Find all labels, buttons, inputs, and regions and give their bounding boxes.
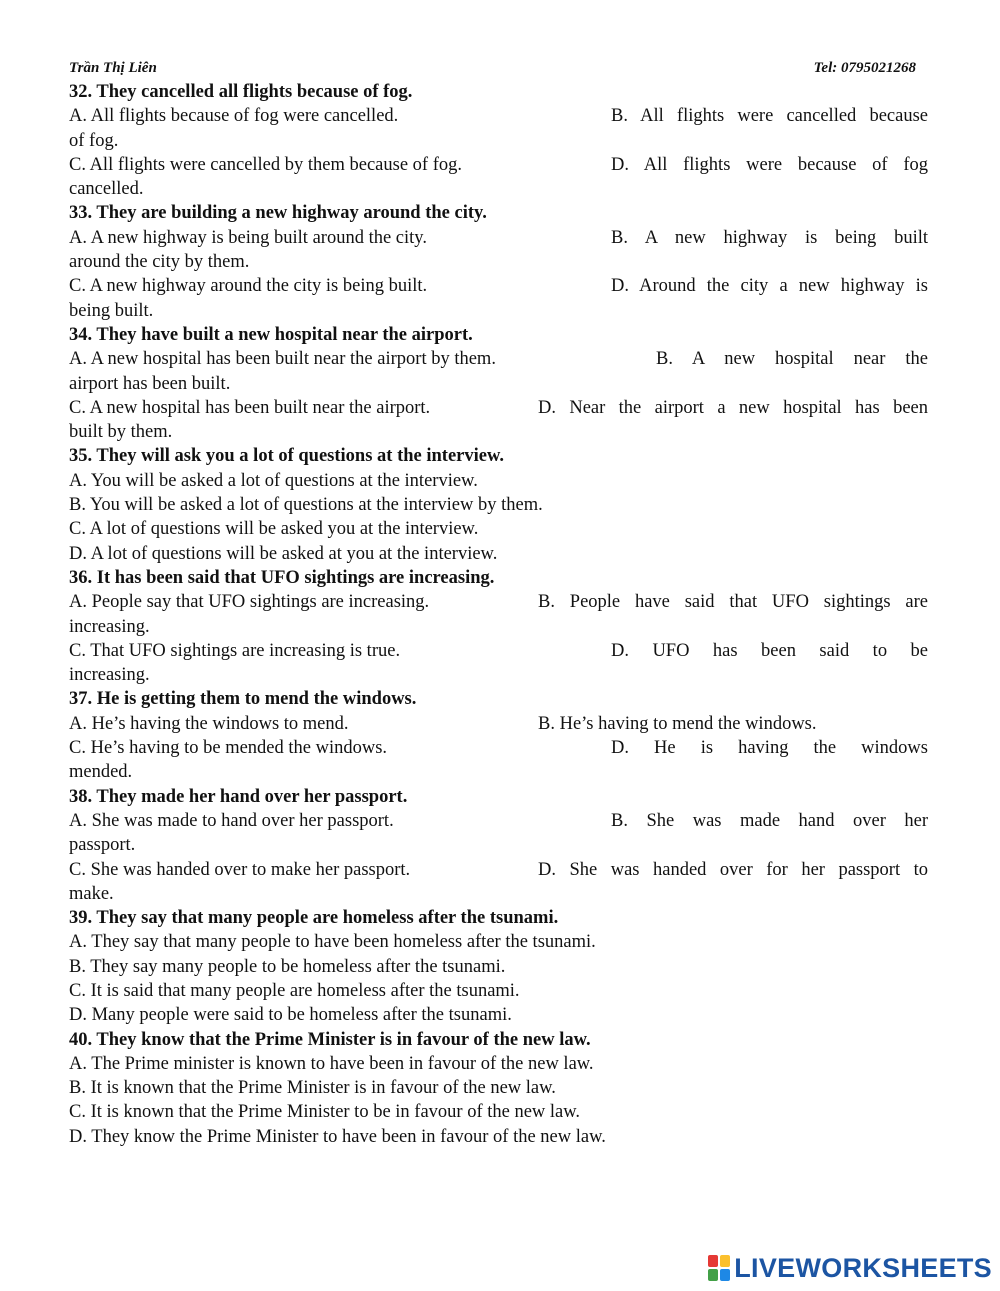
phone-number: Tel: 0795021268 [813, 60, 916, 76]
option-c[interactable]: C. A new hospital has been built near the airport. [69, 397, 431, 418]
question-stem: 38. They made her hand over her passport. [69, 786, 408, 807]
option-d-continued: being built. [69, 300, 154, 321]
option-c[interactable]: C. It is said that many people are homeless after the tsunami. [69, 980, 520, 1001]
question-stem: 39. They say that many people are homeless after the tsunami. [69, 908, 559, 929]
option-d[interactable]: D. They know the Prime Minister to have been in favour of the new law. [69, 1126, 606, 1147]
option-b-continued: around the city by them. [69, 252, 250, 273]
option-c[interactable]: C. A lot of questions will be asked you at the interview. [69, 519, 479, 540]
option-d-continued: cancelled. [69, 179, 144, 200]
option-d[interactable]: D. He is having the windows [611, 738, 928, 759]
question-stem: 33. They are building a new highway around the city. [69, 203, 487, 224]
option-b[interactable]: B. He’s having to mend the windows. [538, 713, 817, 734]
question-40 [69, 1028, 928, 1149]
option-c[interactable]: C. It is known that the Prime Minister to be in favour of the new law. [69, 1102, 581, 1123]
option-b[interactable]: B. You will be asked a lot of questions at the interview by them. [69, 495, 543, 516]
liveworksheets-logo [708, 1253, 992, 1283]
option-d[interactable]: D. Near the airport a new hospital has been [538, 397, 928, 418]
option-d-continued: increasing. [69, 665, 150, 686]
option-b[interactable]: B. People have said that UFO sightings are [538, 592, 928, 613]
option-b[interactable]: B. They say many people to be homeless after the tsunami. [69, 956, 506, 977]
question-38 [69, 785, 928, 906]
question-stem: 32. They cancelled all flights because of fog. [69, 82, 413, 102]
question-stem: 40. They know that the Prime Minister is in favour of the new law. [69, 1029, 591, 1050]
option-a[interactable]: A. The Prime minister is known to have been in favour of the new law. [69, 1053, 594, 1074]
option-a[interactable]: A. He’s having the windows to mend. [69, 713, 349, 734]
question-stem: 36. It has been said that UFO sightings are increasing. [69, 567, 495, 588]
option-b[interactable]: B. It is known that the Prime Minister is in favour of the new law. [69, 1078, 556, 1099]
option-c[interactable]: C. A new highway around the city is being built. [69, 276, 428, 297]
question-33 [69, 201, 928, 322]
question-39 [69, 906, 928, 1027]
option-b[interactable]: B. A new highway is being built [611, 227, 928, 248]
question-list [69, 80, 928, 1149]
question-34 [69, 323, 928, 444]
option-d[interactable]: D. UFO has been said to be [611, 640, 928, 661]
option-c[interactable]: C. All flights were cancelled by them because of fog. [69, 154, 462, 175]
option-d[interactable]: D. Many people were said to be homeless after the tsunami. [69, 1005, 512, 1026]
option-b[interactable]: B. She was made hand over her [611, 810, 928, 831]
option-a[interactable]: A. All flights because of fog were cancelled. [69, 106, 399, 127]
question-35 [69, 444, 928, 565]
option-b[interactable]: B. All flights were cancelled because [611, 106, 928, 127]
option-a[interactable]: A. A new highway is being built around the city. [69, 227, 427, 248]
option-b-continued: airport has been built. [69, 373, 231, 394]
option-d[interactable]: D. All flights were because of fog [611, 154, 928, 175]
option-b[interactable]: B. A new hospital near the [656, 349, 928, 370]
page-header [69, 56, 928, 80]
option-d-continued: built by them. [69, 422, 173, 443]
option-a[interactable]: A. She was made to hand over her passport. [69, 810, 394, 831]
option-c[interactable]: C. That UFO sightings are increasing is true. [69, 640, 401, 661]
author-name: Trần Thị Liên [69, 60, 157, 76]
option-b-continued: passport. [69, 835, 136, 856]
option-a[interactable]: A. A new hospital has been built near the airport by them. [69, 349, 496, 370]
option-b-continued: of fog. [69, 130, 119, 151]
option-d-continued: mended. [69, 762, 133, 783]
option-d[interactable]: D. She was handed over for her passport to [538, 859, 928, 880]
option-d[interactable]: D. Around the city a new highway is [611, 276, 928, 297]
question-37 [69, 687, 928, 784]
logo-blocks-icon [708, 1255, 730, 1281]
question-stem: 37. He is getting them to mend the windows. [69, 689, 417, 710]
option-c[interactable]: C. He’s having to be mended the windows. [69, 738, 388, 759]
question-32 [69, 80, 928, 201]
option-a[interactable]: A. You will be asked a lot of questions at the interview. [69, 470, 478, 491]
option-d-continued: make. [69, 883, 114, 904]
option-a[interactable]: A. People say that UFO sightings are increasing. [69, 592, 430, 613]
question-stem: 35. They will ask you a lot of questions at the interview. [69, 446, 504, 467]
option-a[interactable]: A. They say that many people to have been homeless after the tsunami. [69, 932, 596, 953]
option-c[interactable]: C. She was handed over to make her passport. [69, 859, 411, 880]
option-b-continued: increasing. [69, 616, 150, 637]
question-36 [69, 566, 928, 687]
logo-text: LIVEWORKSHEETS [734, 1252, 992, 1283]
option-d[interactable]: D. A lot of questions will be asked at you at the interview. [69, 543, 498, 564]
question-stem: 34. They have built a new hospital near the airport. [69, 324, 473, 345]
